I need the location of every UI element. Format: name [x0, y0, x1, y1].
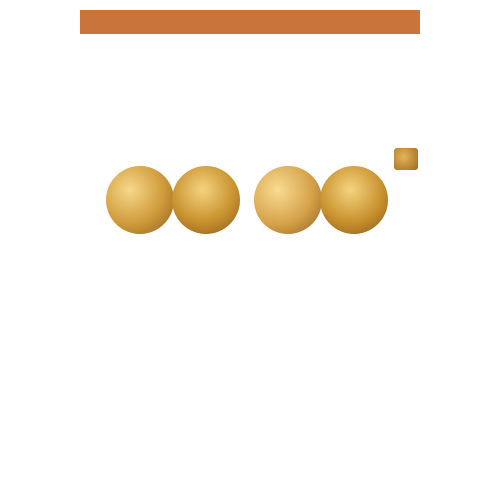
- arrow-icon: [382, 160, 396, 174]
- mintmark-detail-image: [394, 148, 418, 170]
- page-header: [0, 10, 500, 34]
- coin-obverse-circulation: [106, 166, 174, 234]
- coin-obverse-proof: [254, 166, 322, 234]
- coin-reverse-proof: [320, 166, 388, 234]
- section-label: [80, 10, 326, 34]
- coin-reverse-circulation: [172, 166, 240, 234]
- page-title: [326, 10, 420, 34]
